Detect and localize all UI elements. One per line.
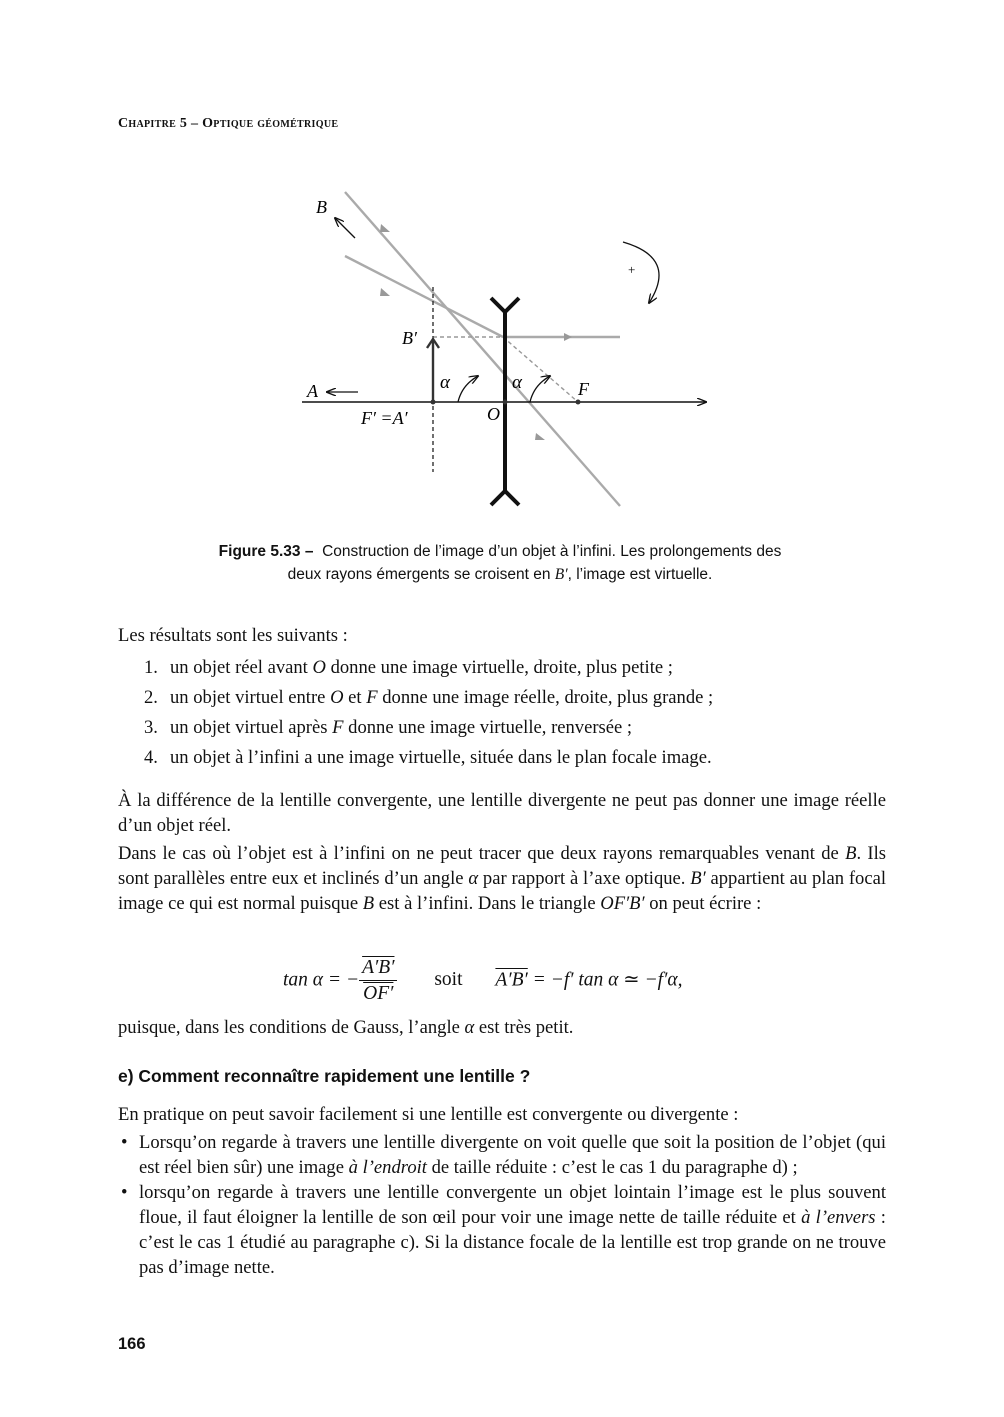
paragraph-block — [118, 788, 886, 916]
label-alpha-right: α — [512, 372, 522, 393]
label-B-prime: B′ — [402, 328, 417, 348]
intro-text: Les résultats sont les suivants : — [118, 625, 348, 646]
angle-arc-right — [530, 376, 550, 402]
arrow-B — [335, 218, 355, 238]
paragraph-2: Dans le cas où l’objet est à l’infini on ne peut tracer que deux rayons remarquables venant de B. Ils sont parallèles entre eux et inclinés d’un angle α par rapport à l’axe optique. B′ appartient au plan focal image ce qui est normal puisque B est à l’infini. Dans le triangle OF′B′ on peut écrire : — [118, 843, 886, 914]
eq-rhs-bar: A′B′ — [495, 969, 528, 991]
point-O — [503, 400, 508, 405]
label-B: B — [316, 197, 327, 217]
ray-arrow-1 — [380, 224, 390, 232]
section-heading: e) Comment reconnaître rapidement une lentille ? — [118, 1066, 531, 1086]
chapter-prefix: Chapitre 5 – — [118, 116, 199, 131]
caption-label: Figure 5.33 — [218, 543, 301, 560]
caption-dash: – — [304, 543, 314, 560]
point-F-prime — [431, 400, 436, 405]
label-F-prime-eq-A-prime: F′ =A′ — [361, 408, 408, 428]
bullet-list — [118, 1130, 886, 1280]
eq-soit: soit — [434, 969, 463, 991]
lens-top-fork — [491, 298, 519, 312]
ray-upper — [345, 192, 620, 506]
label-plus: + — [628, 262, 636, 277]
ray-arrow-2 — [380, 288, 390, 296]
caption-line2-end: , l’image est virtuelle. — [567, 566, 713, 583]
chapter-title: Optique géométrique — [202, 116, 339, 131]
results-list — [118, 655, 886, 770]
ray-lower — [345, 256, 503, 337]
result-item: 1. un objet réel avant O donne une image virtuelle, droite, plus petite ; — [144, 657, 673, 678]
label-A: A — [307, 381, 318, 401]
paragraph-3: puisque, dans les conditions de Gauss, l’angle α est très petit. — [118, 1017, 574, 1038]
eq-fraction — [359, 957, 397, 1005]
lens-bottom-fork — [491, 491, 519, 505]
ray-arrow-4 — [535, 433, 545, 440]
practice-section — [118, 1102, 886, 1280]
diverging-lens-figure — [290, 180, 720, 520]
eq-lhs: tan α = − — [283, 969, 360, 991]
point-F — [576, 400, 581, 405]
result-item: 2. un objet virtuel entre O et F donne une image réelle, droite, plus grande ; — [144, 687, 714, 708]
paragraph-4: En pratique on peut savoir facilement si une lentille est convergente ou divergente : — [118, 1104, 739, 1125]
label-O: O — [487, 404, 500, 424]
results-section — [118, 623, 886, 775]
result-item: 4. un objet à l’infini a une image virtuelle, située dans le plan focale image. — [144, 747, 712, 768]
paragraph-1: À la différence de la lentille convergente, une lentille divergente ne peut pas donner une image réelle d’un objet réel. — [118, 790, 886, 836]
page-number: 166 — [118, 1335, 146, 1353]
chapter-header — [118, 116, 338, 132]
result-item: 3. un objet virtuel après F donne une image virtuelle, renversée ; — [144, 717, 633, 738]
bullet-item: • Lorsqu’on regarde à travers une lentille divergente on voit quelle que soit la position de l’objet (qui est réel bien sûr) une image à l’endroit de taille réduite : c’est le cas 1 du paragraphe d) ; — [121, 1132, 886, 1178]
figure-caption — [180, 540, 820, 586]
eq-rhs: = −f′ tan α ≃ −f′α, — [527, 969, 683, 991]
label-F: F — [578, 379, 589, 399]
bullet-item: • lorsqu’on regarde à travers une lentille convergente un objet lointain l’image est le plus souvent floue, il faut éloigner la lentille de son œil pour voir une image nette de taille réduite et à l’envers : c’est le cas 1 étudié au paragraphe c). Si la distance focale de la lentille est trop grande on ne trouve pas d’image nette. — [121, 1182, 886, 1278]
eq-num: A′B′ — [359, 957, 397, 981]
caption-var: B′ — [554, 566, 568, 583]
caption-line2-start: deux rayons émergents se croisent en — [287, 566, 551, 583]
paragraph-3-block — [118, 1015, 886, 1040]
label-alpha-left: α — [440, 372, 450, 393]
equation — [283, 957, 682, 1005]
ray-arrow-3 — [564, 333, 572, 341]
eq-den: OF′ — [363, 983, 394, 1004]
caption-line1: Construction de l’image d’un objet à l’infini. Les prolongements des — [322, 543, 782, 560]
angle-arc-left — [458, 376, 478, 402]
